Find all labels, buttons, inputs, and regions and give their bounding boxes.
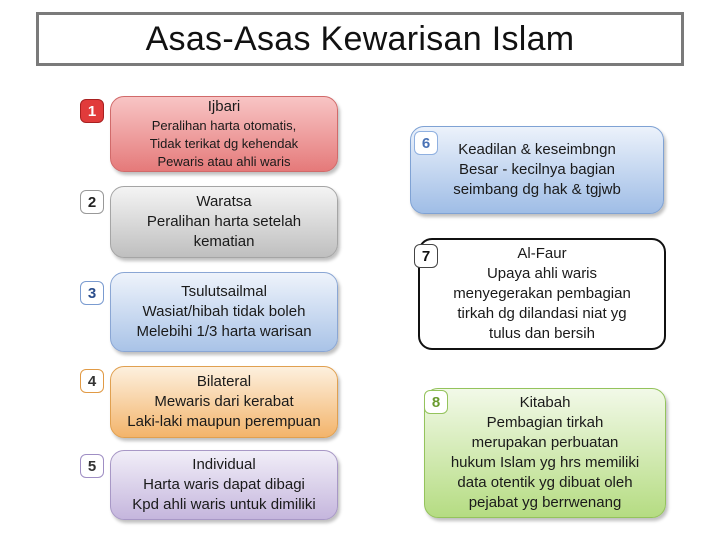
number-badge-3: 3 — [80, 281, 104, 305]
card-line: Peralihan harta setelah — [146, 213, 302, 230]
card-line: Harta waris dapat dibagi — [143, 476, 305, 493]
number-badge-8: 8 — [424, 390, 448, 414]
card-line: pejabat yg berrwenang — [468, 494, 622, 511]
card-heading: Individual — [192, 456, 256, 473]
principle-card-waratsa — [110, 186, 338, 258]
title-box — [36, 12, 684, 66]
card-line: Mewaris dari kerabat — [154, 393, 294, 410]
card-heading: Bilateral — [196, 373, 252, 390]
number-badge-5: 5 — [80, 454, 104, 478]
card-heading: Ijbari — [207, 98, 241, 115]
principle-card-bilateral — [110, 366, 338, 438]
card-line: seimbang dg hak & tgjwb — [453, 181, 621, 198]
card-line: Besar - kecilnya bagian — [459, 161, 615, 178]
card-line: data otentik yg dibuat oleh — [457, 474, 633, 491]
card-heading: Waratsa — [196, 193, 252, 210]
card-line: Kpd ahli waris untuk dimiliki — [132, 496, 316, 513]
card-line: hukum Islam yg hrs memiliki — [450, 454, 640, 471]
number-badge-7: 7 — [414, 244, 438, 268]
principle-card-keadilan — [410, 126, 664, 214]
card-heading: Kitabah — [519, 394, 571, 411]
principle-card-al-faur — [418, 238, 666, 350]
card-line: Pewaris atau ahli waris — [157, 154, 291, 169]
number-badge-6: 6 — [414, 131, 438, 155]
card-line: Pembagian tirkah — [486, 414, 604, 431]
card-line: tirkah dg dilandasi niat yg — [457, 305, 627, 322]
card-line: Wasiat/hibah tidak boleh — [142, 303, 306, 320]
card-line: Peralihan harta otomatis, — [151, 118, 297, 133]
page-title: Asas-Asas Kewarisan Islam — [145, 19, 575, 58]
card-line: merupakan perbuatan — [471, 434, 619, 451]
card-line: menyegerakan pembagian — [453, 285, 631, 302]
card-line: Laki-laki maupun perempuan — [127, 413, 321, 430]
number-badge-1: 1 — [80, 99, 104, 123]
card-line: Melebihi 1/3 harta warisan — [136, 323, 312, 340]
principle-card-kitabah — [424, 388, 666, 518]
principle-card-ijbari — [110, 96, 338, 172]
number-badge-2: 2 — [80, 190, 104, 214]
card-line: tulus dan bersih — [489, 325, 595, 342]
principle-card-tsulutsailmal — [110, 272, 338, 352]
card-heading: Tsulutsailmal — [181, 283, 267, 300]
card-heading: Keadilan & keseimbngn — [458, 141, 616, 158]
number-badge-4: 4 — [80, 369, 104, 393]
card-line: Upaya ahli waris — [486, 265, 598, 282]
card-line: Tidak terikat dg kehendak — [149, 136, 299, 151]
card-heading: Al-Faur — [517, 245, 567, 262]
principle-card-individual — [110, 450, 338, 520]
card-line: kematian — [193, 233, 255, 250]
